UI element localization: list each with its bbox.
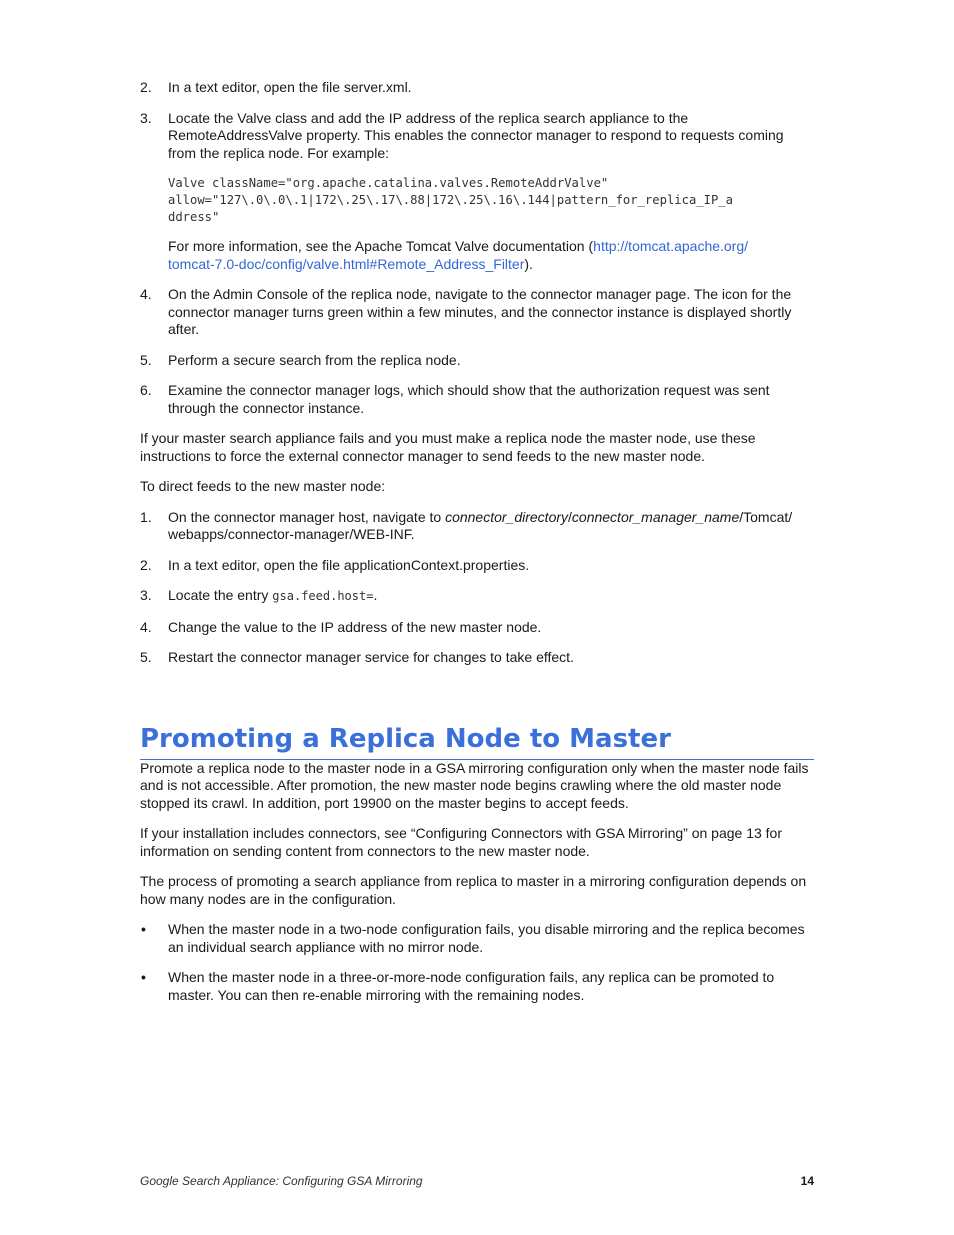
step-text: Change the value to the IP address of the new master node. [168, 618, 542, 635]
list-item-5 [140, 352, 814, 370]
step-1 [140, 509, 814, 544]
page-content [140, 79, 814, 1017]
bullet-icon: • [141, 921, 146, 937]
list-number: 3. [140, 109, 152, 126]
step-text-end: . [373, 587, 378, 603]
bullet-text: When the master node in a three-or-more-node configuration fails, any replica can be promoted to master. You can then re-enable mirroring with the remaining nodes. [168, 969, 775, 1003]
list-number: 3. [140, 587, 152, 603]
step-text: Locate the entry [168, 587, 273, 603]
gsa-feed-host-code: gsa.feed.host= [272, 589, 374, 603]
more-info-text: For more information, see the Apache Tomcat Valve documentation ( [168, 238, 594, 254]
code-line: Valve className="org.apache.catalina.valves.RemoteAddrValve" [168, 176, 609, 190]
list-number: 4. [140, 618, 152, 635]
list-item-2 [140, 79, 814, 97]
list-text: In a text editor, open the file server.xml. [168, 79, 412, 95]
path-separator: / [568, 508, 572, 525]
step-4 [140, 619, 814, 637]
connector-manager-name-path: connector_manager_name [571, 508, 740, 525]
list-number: 1. [140, 508, 152, 525]
step-text: On the connector manager host, navigate to [168, 508, 446, 525]
bullet-icon: • [141, 969, 146, 985]
master-fail-paragraph: If your master search appliance fails and you must make a replica node the master node, use these instructions to force the external connector manager to send feeds to the new master node. [140, 430, 756, 464]
connector-directory-path: connector_directory [445, 508, 569, 525]
more-info-paragraph [140, 238, 814, 273]
step-text: In a text editor, open the file applicationContext.properties. [168, 556, 530, 573]
list-text: Perform a secure search from the replica node. [168, 351, 461, 368]
list-number: 2. [140, 556, 152, 573]
list-text: On the Admin Console of the replica node, navigate to the connector manager page. The icon for the connector manager turns green within a few minutes, and the connector instance is displayed shortly after. [168, 286, 792, 337]
code-line: allow="127\.0\.0\.1|172\.25\.17\.88|172\.25\.16\.144|pattern_for_replica_IP_a [168, 193, 733, 207]
code-example [168, 175, 814, 226]
promote-intro-paragraph: Promote a replica node to the master node in a GSA mirroring configuration only when the master node fails and is not accessible. After promotion, the new master node begins crawling where the old master node stopped its crawl. In addition, port 19900 on the master begins to accept feeds. [140, 759, 809, 811]
list-text: Examine the connector manager logs, which should show that the authorization request was sent through the connector instance. [168, 382, 770, 416]
direct-feeds-intro: To direct feeds to the new master node: [140, 478, 386, 494]
list-number: 4. [140, 286, 152, 302]
list-text: Locate the Valve class and add the IP address of the replica search appliance to the RemoteAddressValve property. This enables the connector manager to respond to requests coming from the replica node. For example: [168, 109, 784, 161]
footer-title: Google Search Appliance: Configuring GSA Mirroring [140, 1174, 423, 1188]
step-3 [140, 587, 814, 606]
step-text: Restart the connector manager service for changes to take effect. [168, 649, 574, 665]
step-text-end: /Tomcat/ webapps/connector-manager/WEB-INF. [168, 508, 793, 542]
bullet-item-multi-node [140, 969, 814, 1004]
list-number: 5. [140, 351, 152, 368]
page-number: 14 [800, 1174, 814, 1188]
link-text-line1: http://tomcat.apache.org/ [593, 238, 749, 254]
step-5 [140, 649, 814, 667]
section-heading: Promoting a Replica Node to Master [140, 723, 814, 760]
list-item-4 [140, 286, 814, 339]
list-item-6 [140, 382, 814, 417]
list-number: 2. [140, 79, 152, 95]
list-number: 6. [140, 382, 152, 398]
list-item-3 [140, 110, 814, 163]
link-text-line2: tomcat-7.0-doc/config/valve.html#Remote_Address_Filter [168, 255, 525, 272]
bullet-text: When the master node in a two-node configuration fails, you disable mirroring and the replica becomes an individual search appliance with no mirror node. [168, 921, 805, 955]
more-info-close: ). [524, 255, 533, 272]
list-number: 5. [140, 649, 152, 665]
process-paragraph: The process of promoting a search appliance from replica to master in a mirroring configuration depends on how many nodes are in the configuration. [140, 873, 807, 907]
step-2 [140, 557, 814, 575]
connectors-paragraph: If your installation includes connectors, see “Configuring Connectors with GSA Mirroring” on page 13 for information on sending content from connectors to the new master node. [140, 825, 782, 859]
code-line: ddress" [168, 210, 220, 224]
bullet-item-two-node [140, 921, 814, 956]
